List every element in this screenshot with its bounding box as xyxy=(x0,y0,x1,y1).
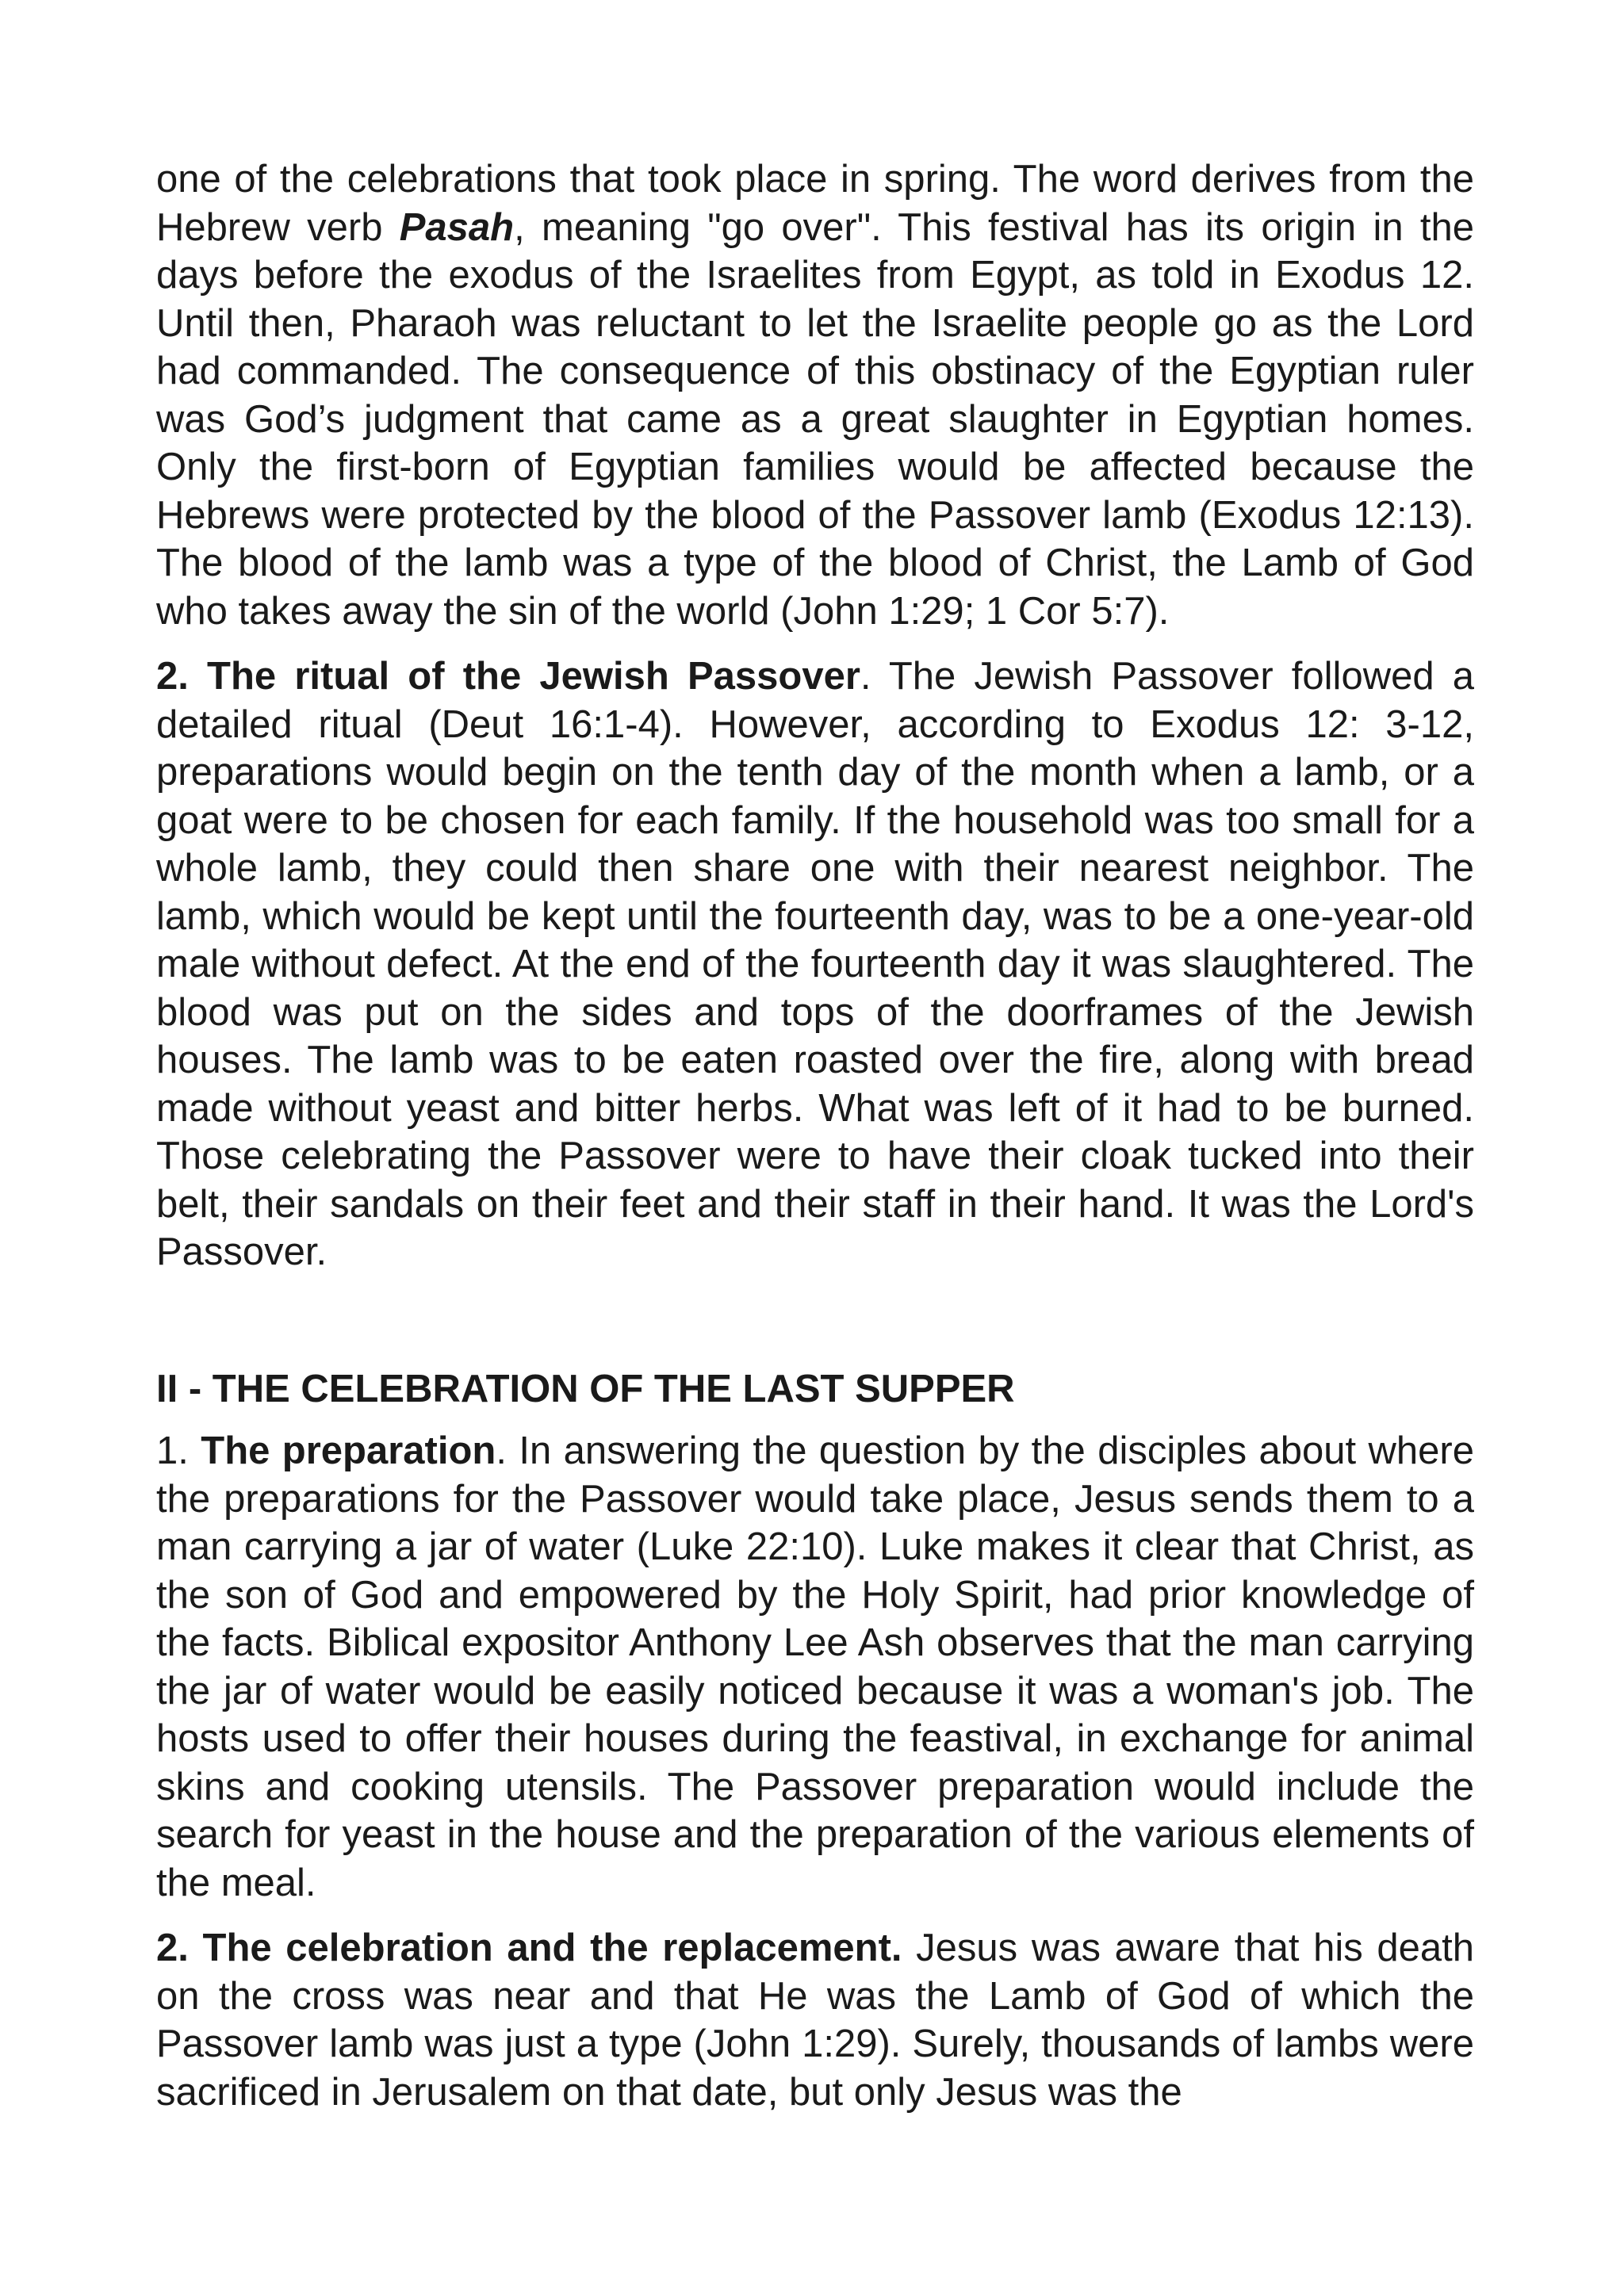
paragraph-preparation xyxy=(156,1427,1474,1907)
paragraph-spacer xyxy=(156,1907,1474,1924)
term-pasah: Pasah xyxy=(399,205,515,249)
paragraph-lead-heading: 2. The celebration and the replacement. xyxy=(156,1927,902,1969)
paragraph-lead-heading: 2. The ritual of the Jewish Passover xyxy=(156,655,860,698)
paragraph-lead-heading: The preparation xyxy=(201,1429,496,1472)
paragraph-text: . The Jewish Passover followed a detailed ritual (Deut 16:1-4). However, according to Exodus 12: 3-12, preparations would begin on the tenth day of the month when a lamb, or a goat were to be chosen for each family. If the household was too small for a whole lamb, they could then share one with their nearest neighbor. The lamb, which would be kept until the fourteenth day, was to be a one-year-old male without defect. At the end of the fourteenth day it was slaughtered. The blood was put on the sides and tops of the doorframes of the Jewish houses. The lamb was to be eaten roasted over the fire, along with bread made without yeast and bitter herbs. What was left of it had to be burned. Those celebrating the Passover were to have their cloak tucked into their belt, their sandals on their feet and their staff in their hand. It was the Lord's Passover. xyxy=(156,655,1475,1273)
heading-spacer xyxy=(156,1413,1474,1427)
paragraph-text: , meaning "go over". This festival has its origin in the days before the exodus of the Israelites from Egypt, as told in Exodus 12. Until then, Pharaoh was reluctant to let the Israelite people go as the Lord had commanded. The consequence of this obstinacy of the Egyptian ruler was God’s judgment that came as a great slaughter in Egyptian homes. Only the first-born of Egyptian families would be affected because the Hebrews were protected by the blood of the Passover lamb (Exodus 12:13). The blood of the lamb was a type of the blood of Christ, the Lamb of God who takes away the sin of the world (John 1:29; 1 Cor 5:7). xyxy=(156,205,1474,633)
paragraph-pasah-origin xyxy=(156,155,1474,635)
paragraph-celebration-replacement xyxy=(156,1924,1474,2116)
paragraph-spacer xyxy=(156,635,1474,652)
paragraph-text: . In answering the question by the disciples about where the preparations for the Passover would take place, Jesus sends them to a man carrying a jar of water (Luke 22:10). Luke makes it clear that Christ, as the son of God and empowered by the Holy Spirit, had prior knowledge of the facts. Biblical expositor Anthony Lee Ash observes that the man carrying the jar of water would be easily noticed because it was a woman's job. The hosts used to offer their houses during the feastival, in exchange for animal skins and cooking utensils. The Passover preparation would include the search for yeast in the house and the preparation of the various elements of the meal. xyxy=(156,1429,1474,1904)
section-heading: II - THE CELEBRATION OF THE LAST SUPPER xyxy=(156,1367,1015,1410)
section-spacer xyxy=(156,1276,1474,1365)
paragraph-text: Jesus was aware that his death on the cross was near and that He was the Lamb of God of which the Passover lamb was just a type (John 1:29). Surely, thousands of lambs were sacrificed in Jerusalem on that date, but only Jesus was the xyxy=(156,1927,1474,2114)
paragraph-number: 1. xyxy=(156,1429,201,1472)
paragraph-text: one of the celebrations that took place in spring. The word derives from the Hebrew verb xyxy=(156,158,1474,249)
paragraph-jewish-passover-ritual xyxy=(156,652,1474,1276)
document-page xyxy=(156,155,1474,2116)
